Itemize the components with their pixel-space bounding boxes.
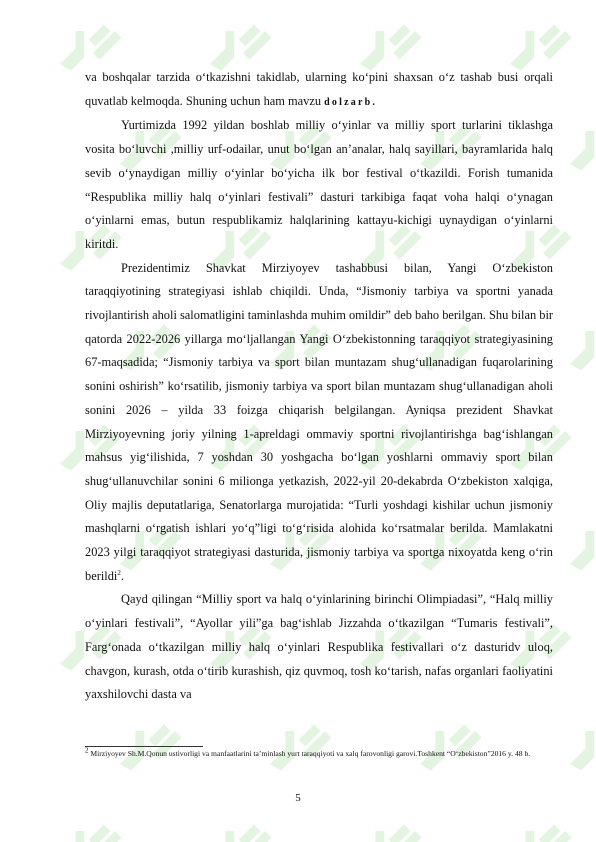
watermark-logo-icon (510, 24, 572, 70)
watermark-logo-icon (360, 24, 422, 70)
watermark-logo-icon (120, 724, 182, 770)
watermark-logo-icon (60, 24, 122, 70)
watermark-logo-icon (570, 724, 596, 770)
paragraph-4: Qayd qilingan “Milliy sport va halq o‘yinlarining birinchi Olimpiadasi”, “Halq milliy o‘yinlari festivali”, “Ayollar yili”ga bag‘ishlab Jizzahda o‘tkazilgan “Tumaris festivali”, Farg‘onada o‘tkazilgan milliy halq o‘yinlari Respublika festivallari o‘z dasturidv uloq, chavgon, kurash, otda o‘tirib kurashish, qiz quvmoq, tosh ko‘tarish, nafas organlari faoliyatini yaxshilovchi dasta va (85, 592, 553, 702)
emphasized-word: dolzarb. (324, 96, 378, 108)
paragraph-1-text: va boshqalar tarzida o‘tkazishni takidlab, ularning ko‘pini shaxsan o‘z tashab busi orqali quvatlab kelmoqda. Shuning uchun ham mavzu (85, 70, 553, 108)
watermark-logo-icon (270, 724, 332, 770)
watermark-logo-icon (60, 824, 122, 842)
watermark-logo-icon (570, 324, 596, 370)
paragraph-2: Yurtimizda 1992 yildan boshlab milliy o‘yinlar va milliy sport turlarini tiklashga vosita bo‘luvchi ,milliy urf-odailar, unut bo‘lgan an’analar, halq sayillari, bayramlarida halq sevib o‘ynaydigan milliy o‘yinlar bo‘yicha ilk bor festival o‘tkazildi. Forish tumanida “Respublika milliy halq o‘yinlari festivali” dasturi tarkibiga faqat voha halqi o‘ynagan o‘yinlarni emas, butun respublikamiz halqlarining kattayu-kichigi uynaydigan o‘yinlarni kiritdi. (85, 118, 553, 251)
footnote-text: Mirziyoyev Sh.M.Qonun ustivorligi va manfaatlarini ta’minlash yurt taraqqiyoti va xalq farovonligi garovi.Toshkent “O‘zbekiston”2016 y. 48 b. (88, 749, 531, 758)
watermark-logo-icon (210, 24, 272, 70)
watermark-logo-icon (570, 124, 596, 170)
footnote-reference[interactable]: 2 (117, 568, 121, 577)
footnote-number: 2 (85, 746, 89, 755)
footnote (85, 746, 535, 759)
watermark-logo-icon (210, 824, 272, 842)
watermark-logo-icon (360, 824, 422, 842)
page-number: 5 (295, 792, 301, 804)
paragraph-3 (85, 257, 553, 589)
document-body (85, 66, 553, 707)
watermark-logo-icon (420, 724, 482, 770)
footnote-divider (85, 746, 203, 747)
paragraph-3-end: . (120, 568, 124, 583)
watermark-logo-icon (510, 824, 572, 842)
paragraph-1 (85, 66, 553, 114)
watermark-logo-icon (570, 524, 596, 570)
paragraph-3-text: Prezidentimiz Shavkat Mirziyoyev tashabbusi bilan, Yangi O‘zbekiston taraqqiyotining strategiyasi ishlab chiqildi. Unda, “Jismoniy tarbiya va sportni yanada rivojlantirish aholi salomatligini taminlashda muhim omildir” deb baho berilgan. Shu bilan bir qatorda 2022-2026 yillarga mo‘ljallangan Yangi O‘zbekistonning taraqqiyot strategiyasining 67-maqsadida; “Jismoniy tarbiya va sport bilan muntazam shug‘ullanadigan fuqarolarining sonini oshirish” ko‘rsatilib, jismoniy tarbiya va sport bilan muntazam shug‘ullanadigan aholi sonini 2026 – yilda 33 foizga chiqarish belgilangan. Ayniqsa prezident Shavkat Mirziyoyevning joriy yilning 1-apreldagi ommaviy sportni rivojlantirishga bag‘ishlangan mahsus yig‘ilishida, 7 yoshdan 30 yoshgacha bo‘lgan yoshlarni ommaviy sport bilan shug‘ullanuvchilar sonini 6 milionga yetkazish, 2022-yil 20-dekabrda O‘zbekiston xalqiga, Oliy majlis deputatlariga, Senatorlarga murojatida: “Turli yoshdagi kishilar uchun jismoniy mashqlarni o‘rgatish ishlari yo‘q”ligi to‘g‘risida alohida ko‘rsatmalar berilda. Mamlakatni 2023 yilgi taraqqiyot strategiyasi dasturida, jismoniy tarbiya va sportga nixoyatda keng o‘rin berildi (85, 260, 554, 583)
